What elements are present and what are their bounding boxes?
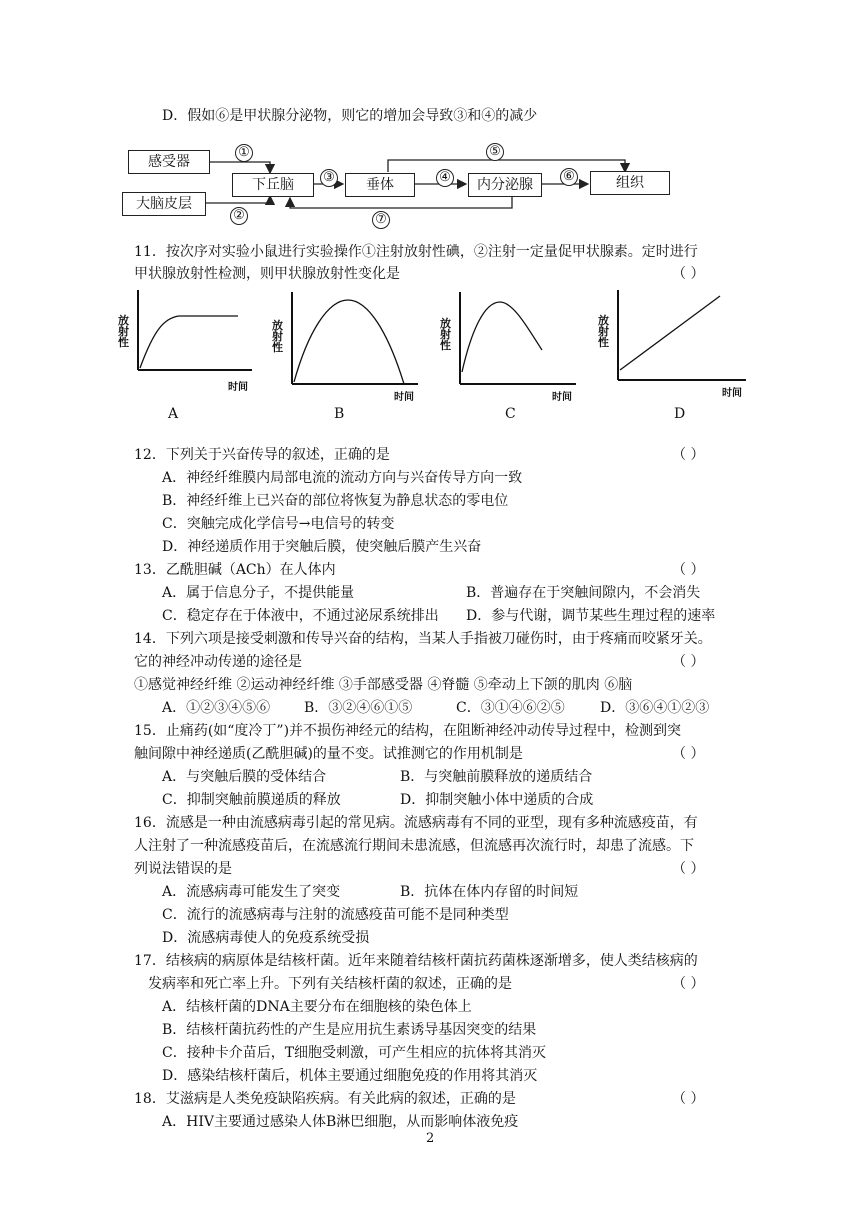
q15-answer-blank: （ ） — [672, 746, 705, 762]
graph-c-plot — [456, 292, 596, 392]
graph-b-plot — [288, 292, 438, 392]
q15-option-d: D．抑制突触小体中递质的合成 — [400, 792, 594, 808]
graph-b-ylabel: 放射性 — [272, 319, 283, 354]
graph-a-ylabel: 放射性 — [118, 314, 129, 349]
q16-stem-line2: 人注射了一种流感疫苗后，在流感流行期间未患流感，但流感再次流行时，却患了流感。下 — [134, 838, 694, 854]
graph-c-label: C — [505, 406, 516, 422]
q14-option-b: B．③②④⑥①⑤ — [304, 700, 413, 716]
q13-option-d: D．参与代谢，调节某些生理过程的速率 — [466, 608, 716, 624]
q12-option-a: A．神经纤维膜内局部电流的流动方向与兴奋传导方向一致 — [162, 470, 523, 486]
q13-stem: 13．乙酰胆碱（ACh）在人体内 — [134, 562, 336, 578]
graph-d-label: D — [674, 406, 686, 422]
q15-option-b: B．与突触前膜释放的递质结合 — [400, 769, 593, 785]
label-3: ③ — [320, 169, 338, 187]
q14-option-c: C．③①④⑥②⑤ — [456, 700, 565, 716]
graph-a-plot — [134, 290, 264, 380]
q16-option-b: B．抗体在体内存留的时间短 — [400, 884, 579, 900]
q17-stem-line1: 17．结核病的病原体是结核杆菌。近年来随着结核杆菌抗药菌株逐渐增多，使人类结核病的 — [134, 953, 698, 969]
box-cerebral-cortex: 大脑皮层 — [122, 192, 206, 216]
q13-answer-blank: （ ） — [672, 562, 705, 578]
q12-option-d: D．神经递质作用于突触后膜，使突触后膜产生兴奋 — [162, 539, 482, 555]
label-5: ⑤ — [486, 143, 504, 161]
q18-option-a: A．HIV主要通过感染人体B淋巴细胞，从而影响体液免疫 — [162, 1114, 519, 1130]
q14-option-d: D．③⑥④①②③ — [600, 700, 710, 716]
q16-stem-line3: 列说法错误的是 — [134, 861, 232, 877]
label-4: ④ — [436, 169, 454, 187]
q11-stem-line1: 11．按次序对实验小鼠进行实验操作①注射放射性碘，②注射一定量促甲状腺素。定时进行 — [134, 244, 698, 260]
box-endocrine-gland: 内分泌腺 — [468, 173, 542, 197]
box-hypothalamus: 下丘脑 — [232, 173, 314, 197]
q16-option-c: C．流行的流感病毒与注射的流感疫苗可能不是同种类型 — [162, 907, 509, 923]
q14-stem-line1: 14．下列六项是接受刺激和传导兴奋的结构，当某人手指被刀碰伤时，由于疼痛而咬紧牙关。 — [134, 631, 712, 647]
q12-stem: 12．下列关于兴奋传导的叙述，正确的是 — [134, 447, 390, 463]
q12-option-c: C．突触完成化学信号→电信号的转变 — [162, 516, 395, 532]
q16-option-d: D．流感病毒使人的免疫系统受损 — [162, 930, 370, 946]
q10-option-d: D．假如⑥是甲状腺分泌物，则它的增加会导致③和④的减少 — [162, 108, 538, 124]
q12-option-b: B．神经纤维上已兴奋的部位将恢复为静息状态的零电位 — [162, 493, 509, 509]
q17-option-d: D．感染结核杆菌后，机体主要通过细胞免疫的作用将其消灭 — [162, 1068, 538, 1084]
graph-a-label: A — [168, 406, 179, 422]
page-number: 2 — [426, 1131, 435, 1146]
q16-answer-blank: （ ） — [672, 861, 705, 877]
q15-option-c: C．抑制突触前膜递质的释放 — [162, 792, 341, 808]
graph-c-ylabel: 放射性 — [440, 317, 451, 352]
label-1: ① — [235, 144, 253, 162]
q15-stem-line1: 15．止痛药(如“度冷丁”)并不损伤神经元的结构，在阻断神经冲动传导过程中，检测到突 — [134, 723, 682, 739]
q14-answer-blank: （ ） — [672, 654, 705, 670]
q17-option-c: C．接种卡介苗后，T细胞受刺激，可产生相应的抗体将其消灭 — [162, 1045, 547, 1061]
q15-option-a: A．与突触后膜的受体结合 — [162, 769, 327, 785]
q17-answer-blank: （ ） — [672, 976, 705, 992]
q13-option-b: B．普遍存在于突触间隙内，不会消失 — [466, 585, 701, 601]
graph-a-xlabel: 时间 — [228, 382, 248, 393]
q14-structures: ①感觉神经纤维 ②运动神经纤维 ③手部感受器 ④脊髓 ⑤牵动上下颌的肌肉 ⑥脑 — [134, 677, 633, 693]
graph-c-xlabel: 时间 — [552, 392, 572, 403]
graph-d-plot — [614, 290, 764, 390]
q16-stem-line1: 16．流感是一种由流感病毒引起的常见病。流感病毒有不同的亚型，现有多种流感疫苗，有 — [134, 815, 698, 831]
q18-stem: 18．艾滋病是人类免疫缺陷疾病。有关此病的叙述，正确的是 — [134, 1091, 516, 1107]
q13-option-c: C．稳定存在于体液中，不通过泌尿系统排出 — [162, 608, 439, 624]
box-receptor: 感受器 — [128, 150, 210, 174]
q14-stem-line2: 它的神经冲动传递的途径是 — [134, 654, 302, 670]
q12-answer-blank: （ ） — [672, 447, 705, 463]
graph-d-ylabel: 放射性 — [598, 314, 609, 349]
q14-option-a: A．①②③④⑤⑥ — [162, 700, 271, 716]
q13-option-a: A．属于信息分子，不提供能量 — [162, 585, 355, 601]
q15-stem-line2: 触间隙中神经递质(乙酰胆碱)的量不变。试推测它的作用机制是 — [134, 746, 523, 762]
q17-option-b: B．结核杆菌抗药性的产生是应用抗生素诱导基因突变的结果 — [162, 1022, 537, 1038]
q17-stem-line2: 发病率和死亡率上升。下列有关结核杆菌的叙述，正确的是 — [148, 976, 512, 992]
graph-b-xlabel: 时间 — [394, 392, 414, 403]
q16-option-a: A．流感病毒可能发生了突变 — [162, 884, 341, 900]
q11-stem-line2: 甲状腺放射性检测，则甲状腺放射性变化是 — [134, 266, 400, 282]
q11-answer-blank: （ ） — [672, 266, 705, 282]
graph-b-label: B — [334, 406, 345, 422]
box-tissue: 组织 — [590, 171, 670, 195]
graph-d-xlabel: 时间 — [722, 388, 742, 399]
label-6: ⑥ — [560, 168, 578, 186]
q18-answer-blank: （ ） — [672, 1091, 705, 1107]
label-2: ② — [230, 207, 248, 225]
q17-option-a: A．结核杆菌的DNA主要分布在细胞核的染色体上 — [162, 999, 472, 1015]
box-pituitary: 垂体 — [345, 173, 415, 197]
label-7: ⑦ — [372, 211, 390, 229]
